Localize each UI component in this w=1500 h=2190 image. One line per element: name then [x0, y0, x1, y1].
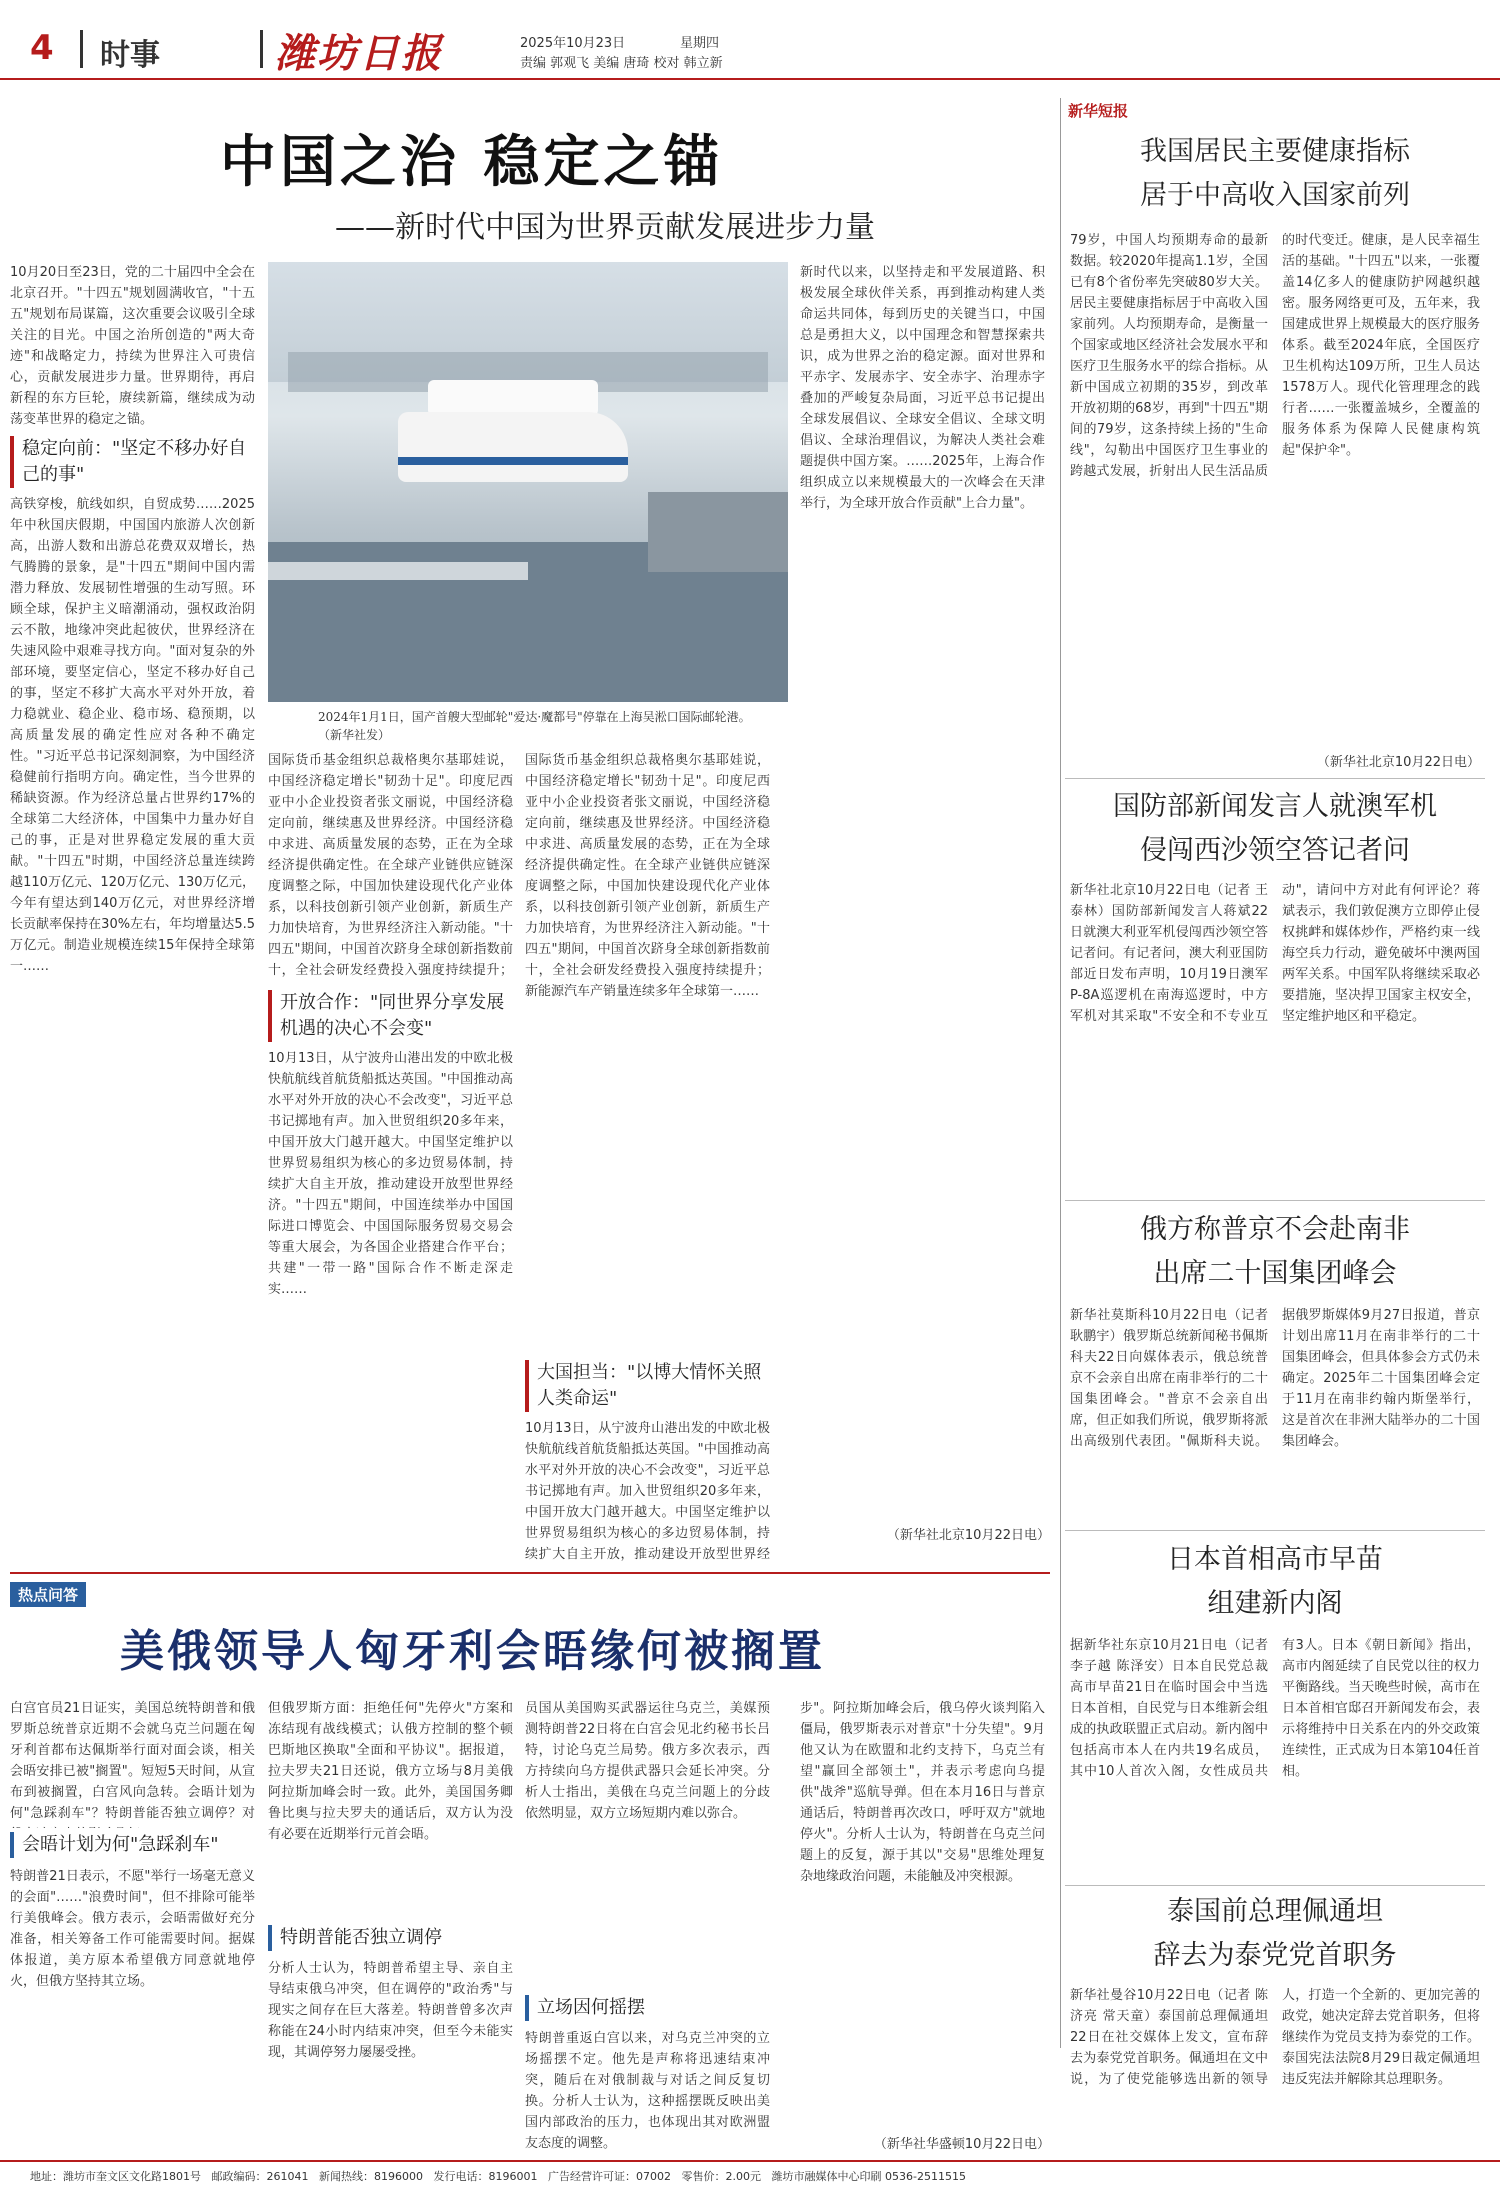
footer-price: 零售价：2.00元 [681, 2170, 761, 2183]
photo-caption: 2024年1月1日，国产首艘大型邮轮"爱达·魔都号"停靠在上海吴淞口国际邮轮港。（新华社发） [318, 710, 751, 742]
sidebar-rule [1065, 1530, 1485, 1531]
lead-col1-body: 高铁穿梭，航线如织，自贸成势……2025年中秋国庆假期，中国国内旅游人次创新高，出游人数和出游总花费双双增长，热气腾腾的景象，是"十四五"期间中国内需潜力释放、发展韧性增强的生动写照。环顾全球，保护主义暗潮涌动，强权政治阴云不散，地缘冲突此起彼伏，世界经济在失速风险中艰难寻找方向。"面对复杂的外部环境，要坚定信心，坚定不移办好自己的事，坚定不移扩大高水平对外开放，着力稳就业、稳企业、稳市场、稳预期，以高质量发展的确定性应对各种不确定性。"习近平总书记深刻洞察，为中国经济稳健前行指明方向。确定性，当今世界的稀缺资源。作为经济总量占世界约17%的全球第二大经济体，中国集中力量办好自己的事，正是对世界稳定发展的重大贡献。"十四五"时期，中国经济总量连续跨越110万亿元、120万亿元、130万亿元，今年有望达到140万亿元，对世界经济增长贡献率保持在30%左右，年均增量达5.5万亿元。制造业规模连续15年保持全球第一…… [10, 497, 255, 974]
lead-col3b-body: 国际货币基金组织总裁格奥尔基耶娃说，中国经济稳定增长"韧劲十足"。印度尼西亚中小企业投资者张文丽说，中国经济稳定向前，继续惠及世界经济。中国经济稳中求进、高质量发展的态势，正在为全球经济提供确定性。在全球产业链供应链深度调整之际，中国加快建设现代化产业体系，以科技创新引领产业创新，新质生产力加快培育，为世界经济注入新动能。"十四五"期间，中国首次跻身全球创新指数前十，全社会研发经费投入强度持续提升；新能源汽车产销量连续多年全球第一…… [525, 753, 770, 999]
sidebar-story-title: 俄方称普京不会赴南非 出席二十国集团峰会 [1140, 1214, 1410, 1289]
sidebar-tag: 新华短报 [1068, 102, 1129, 120]
sidebar-story-title: 国防部新闻发言人就澳军机 侵闯西沙领空答记者问 [1113, 791, 1437, 866]
lead-subhead-responsibility: 大国担当："以博大情怀关照人类命运" [525, 1360, 770, 1412]
sidebar-story-title: 我国居民主要健康指标 居于中高收入国家前列 [1140, 136, 1410, 211]
page-number: 4 [30, 28, 54, 68]
issue-date: 2025年10月23日 [520, 36, 626, 51]
hot-topic-tag: 热点问答 [10, 1582, 86, 1607]
sidebar-story-body: 据新华社东京10月21日电（记者 李子越 陈泽安）日本自民党总裁高市早苗21日在临时国会中当选日本首相，自民党与日本维新会组成的执政联盟正式启动。新内阁中包括高市本人在内共19名成员，其中10人首次入阁，女性成员共有3人。日本《朝日新闻》指出，高市内阁延续了自民党以往的权力平衡路线。当天晚些时候，高市在日本首相官邸召开新闻发布会，表示将维持中日关系在内的外交政策连续性，正式成为日本第104任首相。 [1070, 1638, 1480, 1779]
sidebar-story-body: 新华社北京10月22日电（记者 王泰林）国防部新闻发言人蒋斌22日就澳大利亚军机侵闯西沙领空答记者问。有记者问，澳大利亚国防部近日发布声明，10月19日澳军P-8A巡逻机在南海巡逻时，中方军机对其采取"不安全和不专业互动"，请问中方对此有何评论？蒋斌表示，我们敦促澳方立即停止侵权挑衅和媒体炒作，严格约束一线海空兵力行动，避免破坏中澳两国两军关系。中国军队将继续采取必要措施，坚决捍卫国家主权安全，坚定维护地区和平稳定。 [1070, 883, 1480, 1024]
footer-printer: 潍坊市融媒体中心印刷 0536-2511515 [771, 2170, 966, 2183]
lead-col4-body: 新时代以来，以坚持走和平发展道路、积极发展全球伙伴关系，再到推动构建人类命运共同体，每到历史的关键当口，中国总是勇担大义，以中国理念和智慧探索共识，成为世界之治的稳定源。面对世界和平赤字、发展赤字、安全赤字、治理赤字叠加的严峻复杂局面，习近平总书记提出全球发展倡议、全球安全倡议、全球文明倡议、全球治理倡议，为解决人类社会难题提供中国方案。……2025年，上海合作组织成立以来规模最大的一次峰会在天津举行，为全球开放合作贡献"上合力量"。 [800, 265, 1045, 511]
section-label: 时事 [100, 38, 160, 73]
footer-ad-license: 广告经营许可证：07002 [548, 2170, 671, 2183]
lead-signature: （新华社北京10月22日电） [886, 1528, 1050, 1543]
ship-deck [428, 380, 598, 416]
bottom-col1-intro: 白宫官员21日证实，美国总统特朗普和俄罗斯总统普京近期不会就乌克兰问题在匈牙利首都布达佩斯举行面对面会谈，相关会晤安排已被"搁置"。短短5天时间，从宣布到被搁置，白宫风向急转。会晤计划为何"急踩刹车"？特朗普能否独立调停？对 [10, 1701, 255, 1821]
sidebar-story-body: 新华社莫斯科10月22日电（记者 耿鹏宇）俄罗斯总统新闻秘书佩斯科夫22日向媒体表示，俄总统普京不会亲自出席在南非举行的二十国集团峰会。"普京不会亲自出席，但正如我们所说，俄罗斯将派出高级别代表团。"佩斯科夫说。据俄罗斯媒体9月27日报道，普京计划出席11月在南非举行的二十国集团峰会，但具体参会方式仍未确定。2025年二十国集团峰会定于11月在南非约翰内斯堡举行，这是首次在非洲大陆举办的二十国集团峰会。 [1070, 1308, 1480, 1449]
footer [0, 2160, 1500, 2190]
bottom-col3-body: 特朗普重返白宫以来，对乌克兰冲突的立场摇摆不定。他先是声称将迅速结束冲突，随后在对俄制裁与对话之间反复切换。分析人士认为，这种摇摆既反映出美国内部政治的压力，也体现出其对欧洲盟友态度的调整。 [525, 2031, 770, 2151]
lead-subheadline: ——新时代中国为世界贡献发展进步力量 [335, 210, 875, 245]
cruise-ship-photo [268, 262, 788, 702]
footer-news-tel: 新闻热线：8196000 [319, 2170, 423, 2183]
lead-headline: 中国之治 稳定之锚 [220, 129, 724, 195]
sidebar-story-body: 新华社曼谷10月22日电（记者 陈济亮 常天童）泰国前总理佩通坦22日在社交媒体上发文，宣布辞去为泰党党首职务。佩通坦在文中说，为了使党能够选出新的领导人，打造一个全新的、更加完善的政党，她决定辞去党首职务，但将继续作为党员支持为泰党的工作。泰国宪法法院8月29日裁定佩通坦违反宪法并解除其总理职务。 [1070, 1988, 1480, 2087]
sidebar-story-signature: （新华社北京10月22日电） [1316, 755, 1480, 770]
lead-subhead-stability: 稳定向前："坚定不移办好自己的事" [10, 436, 255, 488]
sidebar-rule [1065, 1885, 1485, 1886]
ship-hull [398, 412, 628, 482]
bottom-subhead: 立场因何摇摆 [525, 1995, 770, 2021]
newspaper-logo: 潍坊日报 [275, 30, 443, 77]
bottom-col3-intro: 员国从美国购买武器运往乌克兰，美媒预测特朗普22日将在白宫会见北约秘书长吕特，讨论乌克兰局势。俄方多次表示，西方持续向乌方提供武器只会延长冲突。分析人士指出，美俄在乌克兰问题上的分歧依然明显，双方立场短期内难以弥合。 [525, 1701, 770, 1821]
sidebar-story-body: 79岁，中国人均预期寿命的最新数据。较2020年提高1.1岁，全国已有8个省份率先突破80岁大关。居民主要健康指标居于中高收入国家前列。人均预期寿命，是衡量一个国家或地区经济社会发展水平和医疗卫生服务水平的综合指标。从新中国成立初期的35岁，到改革开放初期的68岁，再到"十四五"期间的79岁，这条持续上扬的"生命线"，勾勒出中国医疗卫生事业的跨越式发展，折射出人民生活品质的时代变迁。健康，是人民幸福生活的基础。"十四五"以来，一张覆盖14亿多人的健康防护网越织越密。服务网络更可及，五年来，我国建成世界上规模最大的医疗服务体系。截至2024年底，全国医疗卫生机构达109万所，卫生人员达1578万人。现代化管理理念的践行者……一张覆盖城乡，全覆盖的服务体系为保障人民健康构筑起"保护伞"。 [1070, 233, 1480, 479]
sidebar-rule [1065, 1200, 1485, 1201]
bottom-col4-body: 步"。阿拉斯加峰会后，俄乌停火谈判陷入僵局，俄罗斯表示对普京"十分失望"。9月他又认为在欧盟和北约支持下，乌克兰有望"赢回全部领土"，并表示考虑向乌提供"战斧"巡航导弹。但在本月16日与普京通话后，特朗普再次改口，呼吁双方"就地停火"。分析人士认为，特朗普在乌克兰问题上的反复，源于其以"交易"思维处理复杂地缘政治问题，未能触及冲突根源。 [800, 1701, 1045, 1884]
footer-dist-tel: 发行电话：8196001 [433, 2170, 538, 2183]
lead-col3-body: 10月13日，从宁波舟山港出发的中欧北极快航航线首航货船抵达英国。"中国推动高水平对外开放的决心不会改变"，习近平总书记掷地有声。加入世贸组织20多年来，中国开放大门越开越大。中国坚定维护以世界贸易组织为核心的多边贸易体制，持续扩大自主开放，推动建设开放型世界经济。"十四五"期间，中国连续举办中国国际进口博览会、中国国际服务贸易交易会等重大展会，为各国企业搭建合作平台；共建"一带一路"国际合作不断走深走实…… [268, 1051, 513, 1297]
lead-intro: 10月20日至23日，党的二十届四中全会在北京召开。"十四五"规划圆满收官，"十五五"规划布局谋篇，这次重要会议吸引全球关注的目光。中国之治所创造的"两大奇迹"和战略定力，持续为世界注入可贵信心，贡献发展进步力量。世界期待，再启新程的东方巨轮，赓续新篇，继续成为动荡变革世界的稳定之锚。 [10, 265, 255, 427]
footer-postcode: 邮政编码：261041 [211, 2170, 309, 2183]
bottom-col2-body: 分析人士认为，特朗普希望主导、亲自主导结束俄乌冲突，但在调停的"政治秀"与现实之间存在巨大落差。特朗普曾多次声称能在24小时内结束冲突，但至今未能实现，其调停努力屡屡受挫。 [268, 1961, 513, 2060]
lead-col3c-body: 10月13日，从宁波舟山港出发的中欧北极快航航线首航货船抵达英国。"中国推动高水平对外开放的决心不会改变"，习近平总书记掷地有声。加入世贸组织20多年来，中国开放大门越开越大。中国坚定维护以世界贸易组织为核心的多边贸易体制，持续扩大自主开放，推动建设开放型世界经 [525, 1421, 770, 1562]
bottom-headline: 美俄领导人匈牙利会晤缘何被搁置 [120, 1626, 825, 1677]
lead-col2-body: 国际货币基金组织总裁格奥尔基耶娃说，中国经济稳定增长"韧劲十足"。印度尼西亚中小企业投资者张文丽说，中国经济稳定向前，继续惠及世界经济。中国经济稳中求进、高质量发展的态势，正在为全球经济提供确定性。在全球产业链供应链深度调整之际，中国加快建设现代化产业体系，以科技创新引领产业创新，新质生产力加快培育，为世界经济注入新动能。"十四五"期间，中国首次跻身全球创新指数前十，全社会研发经费投入强度持续提升； [268, 753, 513, 978]
masthead [0, 0, 1500, 80]
issue-weekday: 星期四 [680, 36, 720, 51]
bottom-col2-intro: 但俄罗斯方面：拒绝任何"先停火"方案和冻结现有战线模式；认俄方控制的整个顿巴斯地区换取"全面和平协议"。据报道，拉夫罗夫21日还说，俄方立场与8月美俄阿拉斯加峰会时一致。此外，美国国务卿鲁比奥与拉夫罗夫的通话后，双方认为没有必要在近期举行元首会晤。 [268, 1701, 513, 1842]
masthead-separator [80, 30, 83, 68]
section-divider [10, 1572, 1050, 1574]
lead-subhead-openness: 开放合作："同世界分享发展机遇的决心不会变" [268, 990, 513, 1042]
masthead-separator [260, 30, 263, 68]
sidebar-story-title: 泰国前总理佩通坦 辞去为泰党党首职务 [1153, 1896, 1397, 1971]
bottom-col1-body: 特朗普21日表示，不愿"举行一场毫无意义的会面"……"浪费时间"，但不排除可能举行美俄峰会。俄方表示，会晤需做好充分准备，相关筹备工作可能需要时间。据媒体报道，美方原本希望俄方同意就地停火，但俄方坚持其立场。 [10, 1869, 255, 1989]
footer-address: 地址：潍坊市奎文区文化路1801号 [30, 2170, 201, 2183]
ship-stripe [398, 457, 628, 465]
sidebar-rule [1065, 778, 1485, 779]
editor-credits: 责编 郭观飞 美编 唐琦 校对 韩立新 [520, 56, 723, 71]
bottom-subhead: 会晤计划为何"急踩刹车" [10, 1832, 255, 1858]
sidebar-story-title: 日本首相高市早苗 组建新内阁 [1167, 1544, 1383, 1619]
bottom-signature: （新华社华盛顿10月22日电） [873, 2137, 1050, 2152]
bottom-subhead: 特朗普能否独立调停 [268, 1925, 513, 1951]
